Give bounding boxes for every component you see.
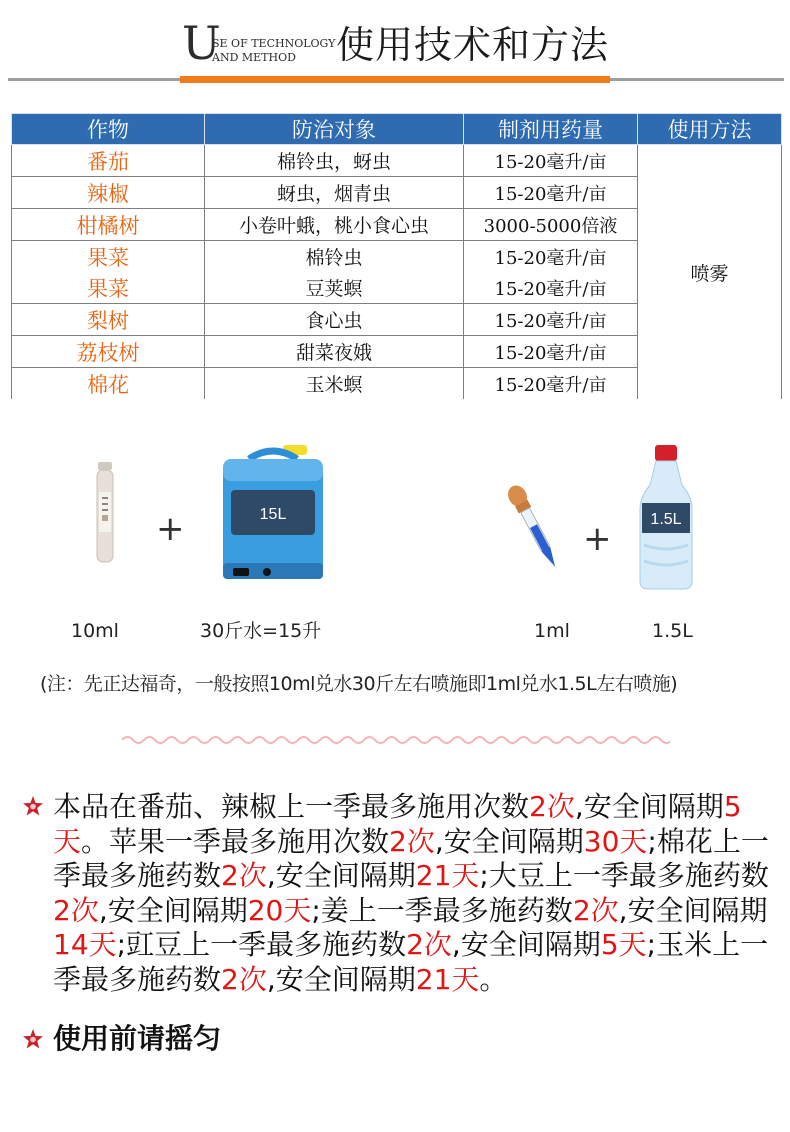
target-cell: 小卷叶蛾，桃小食心虫 [205, 209, 464, 241]
paragraph-text: ,安全间隔期 [451, 928, 601, 961]
vial-caption: 10ml [71, 620, 119, 642]
highlight-value: 5天 [53, 790, 742, 858]
paragraph-text: ;大豆上一季最多施药数 [479, 859, 769, 892]
paragraph-text: ;玉米上一季最多施药数 [53, 928, 769, 996]
tank-caption: 30斤水=15升 [200, 620, 322, 642]
paragraph-text: ,安全间隔期 [434, 824, 584, 858]
star-icon [22, 795, 44, 817]
paragraph-text: ;豇豆上一季最多施药数 [116, 928, 407, 961]
highlight-value: 2次 [389, 824, 435, 858]
paragraph-text: ,安全间隔期 [266, 859, 416, 892]
paragraph-text: ,安全间隔期 [266, 962, 416, 996]
dose-cell: 15-20毫升/亩 [464, 368, 638, 400]
dose-cell: 15-20毫升/亩 [464, 336, 638, 368]
column-header-method: 使用方法 [638, 114, 782, 145]
dropper-icon [506, 478, 562, 576]
paragraph-text: ,安全间隔期 [574, 790, 724, 823]
dose-cell: 15-20毫升/亩 [464, 241, 638, 273]
highlight-value: 20天 [247, 893, 312, 927]
highlight-value: 2次 [406, 928, 452, 961]
target-cell: 豆荚螟 [205, 272, 464, 304]
paragraph-text: ;姜上一季最多施药数 [311, 893, 573, 927]
dose-cell: 3000-5000倍液 [464, 209, 638, 241]
crop-cell: 果菜 [12, 272, 205, 304]
table-header-row [12, 114, 782, 145]
water-bottle-icon [636, 445, 696, 590]
dropper-caption: 1ml [534, 620, 570, 642]
crop-cell: 梨树 [12, 304, 205, 336]
column-header-target: 防治对象 [205, 114, 464, 145]
dilution-note: (注：先正达福奇，一般按照10ml兑水30斤左右喷施即1ml兑水1.5L左右喷施) [40, 673, 678, 695]
crop-cell: 辣椒 [12, 177, 205, 209]
header-en-line1: SE OF TECHNOLOGY [212, 37, 336, 50]
paragraph-text: 。 [479, 962, 508, 996]
safety-interval-paragraph [53, 790, 775, 997]
crop-cell: 番茄 [12, 145, 205, 177]
highlight-value: 14天 [53, 928, 117, 961]
table-row [12, 145, 782, 177]
highlight-value: 21天 [415, 962, 480, 996]
section-header [0, 0, 790, 95]
dose-cell: 15-20毫升/亩 [464, 145, 638, 177]
crop-cell: 柑橘树 [12, 209, 205, 241]
target-cell: 甜菜夜娥 [205, 336, 464, 368]
target-cell: 玉米螟 [205, 368, 464, 400]
usage-table [11, 113, 782, 399]
highlight-value: 21天 [415, 859, 480, 892]
header-accent-bar [180, 76, 610, 83]
header-en-line2: AND METHOD [212, 51, 296, 64]
header-chinese-title: 使用技术和方法 [336, 23, 610, 67]
header-english-title [212, 37, 335, 65]
dose-cell: 15-20毫升/亩 [464, 177, 638, 209]
header-initial: U [182, 16, 221, 70]
paragraph-text: ,安全间隔期 [98, 893, 248, 927]
shake-before-use-note: 使用前请摇匀 [53, 1022, 222, 1055]
column-header-crop: 作物 [12, 114, 205, 145]
target-cell: 棉铃虫 [205, 241, 464, 273]
plus-sign: + [583, 519, 612, 559]
highlight-value: 2次 [529, 790, 575, 823]
target-cell: 蚜虫，烟青虫 [205, 177, 464, 209]
paragraph-text: 。苹果一季最多施用次数 [81, 824, 390, 858]
plus-sign: + [156, 509, 185, 549]
highlight-value: 2次 [221, 962, 267, 996]
bottle-caption: 1.5L [652, 620, 693, 642]
wave-divider [122, 733, 670, 747]
highlight-value: 5天 [600, 928, 647, 961]
star-icon [22, 1028, 44, 1050]
highlight-value: 30天 [583, 824, 648, 858]
bottle-label: 1.5L [650, 511, 682, 528]
paragraph-text: ,安全间隔期 [618, 893, 768, 927]
target-cell: 食心虫 [205, 304, 464, 336]
vial-icon [96, 462, 114, 567]
highlight-value: 2次 [221, 859, 267, 892]
crop-cell: 果菜 [12, 241, 205, 273]
crop-cell: 荔枝树 [12, 336, 205, 368]
column-header-dose: 制剂用药量 [464, 114, 638, 145]
target-cell: 棉铃虫，蚜虫 [205, 145, 464, 177]
dose-cell: 15-20毫升/亩 [464, 304, 638, 336]
paragraph-text: ;棉花上一季最多施药数 [53, 824, 769, 892]
tank-label: 15L [259, 506, 287, 523]
paragraph-text: 本品在番茄、辣椒上一季最多施用次数 [53, 790, 530, 823]
crop-cell: 棉花 [12, 368, 205, 400]
sprayer-tank-icon [219, 445, 327, 590]
highlight-value: 2次 [572, 893, 619, 927]
method-cell: 喷雾 [638, 145, 782, 400]
highlight-value: 2次 [53, 893, 99, 927]
dose-cell: 15-20毫升/亩 [464, 272, 638, 304]
